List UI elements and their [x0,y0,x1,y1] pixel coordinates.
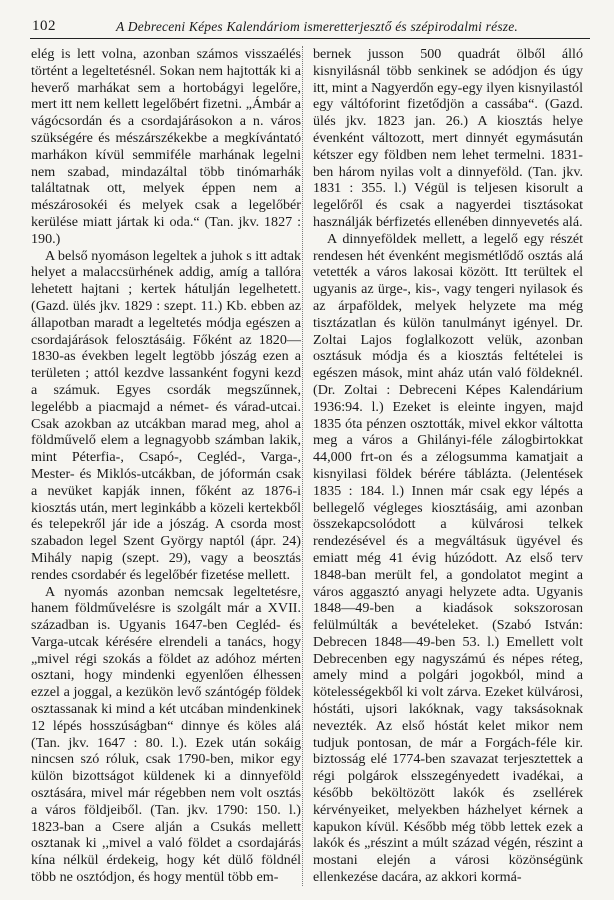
paragraph: bernek jusson 500 quadrát ölből álló kisnyilásnál több senkinek se adódjon és úgy itt, mint a Nagyerdőn egy-egy ilyen kisnyilastól egy váltóforint fizetődjön a cassába“. (Gazd. ülés jkv. 1823 jan. 26.) A kiosztás helye évenként változott, mert dinnyét egymásután kétszer egy földben nem lehet termelni. 1831-ben három nyilas volt a dinnyeföld. (Tan. jkv. 1831 : 355. l.) Végül is teljesen kisorult a legelőről és csak a nagyerdei tisztásokat használják bérfizetés ellenében dinnyevetés alá. [313,46,583,230]
running-title: A Debreceni Képes Kalendáriom ismeretterjesztő és szépirodalmi része. [116,19,518,34]
page-number: 102 [32,18,56,34]
paragraph: elég is lett volna, azonban számos visszaélés történt a legeltetésnél. Sokan nem hajtották ki a heverő marhákat sem a hortobágyi legelőre, mert itt nem kellett legelőbért fizetni. „Ámbár a vágócsordán és a csordajárásokon a n. város szükségére és mészárszékekbe a megkívántató marhákon kívül semmiféle marhának legelni nem szabad, mindazáltal több tinómarhák találtatnak ott, melyek éppen nem a mészárosokéi és melyek csak a legelőbér kerülése miatt jártak ki oda.“ (Tan. jkv. 1827 : 190.) [31,46,301,247]
column-divider [302,46,303,886]
paragraph: A belső nyomáson legeltek a juhok s itt adtak helyet a malaccsürhének addig, amíg a tallóra lehetett hajtani ; kertek hátulján legelhetett. (Gazd. ülés jkv. 1829 : szept. 11.) Kb. ebben az állapotban maradt a legeltetés módja egészen a csordajárások felosztásáig. Főként az 1820—1830-as években legelt legtöbb jószág ezen a területen ; attól kezdve lassanként fogyni kezd a számuk. Egyes csordák megszűnnek, legelébb a piacmajd a német- és várad-utcai. Csak azokban az utcákban marad meg, ahol a földművelő elem a legnagyobb számban lakik, mint Péterfia-, Csapó-, Cegléd-, Varga-, Mester- és Miklós-utcákban, de jóformán csak a nevüket kapják innen, főként az 1876-i kiosztás után, mert leginkább a közeli kertekből és telepekről jár ide a jószág. A csorda most szabadon legel Szent György naptól (ápr. 24) Mihály napig (szept. 29), vagy a beosztás rendes csordabér és legelőbér fizetése mellett. [31,247,301,583]
right-column [313,46,583,886]
left-column [31,46,301,886]
paragraph: A nyomás azonban nemcsak legeltetésre, hanem földművelésre is szolgált már a XVII. században is. Ugyanis 1647-ben Cegléd- és Varga-utcak kérésére elrendeli a tanács, hogy „mivel régi szokás a földet az adóhoz mérten osztani, hogy mindenki egyenlően élhessen ezzel a joggal, a kezükön levő szántógép földek osztassanak ki mind a két utcában mindenkinek 12 lépés hosszúságban“ dinnye és köles alá (Tan. jkv. 1647 : 80. l.). Ezek után sokáig nincsen szó róluk, csak 1790-ben, mikor egy külön bizottságot küldenek ki a dinnyeföld osztására, mivel már régebben nem volt osztás a város földjeiből. (Tan. jkv. 1790: 150. l.) 1823-ban a Csere alján a Csukás mellett osztanak ki ,,mivel a való földet a csordajárás kína nélkül érdekeig, hogy két dülő földnél több ne osztódjon, és hogy mentül több em- [31,583,301,886]
page-header [30,16,590,39]
paragraph: A dinnyeföldek mellett, a legelő egy részét rendesen hét évenként megismétlődő osztás alá vetették a város lakosai között. Itt terültek el ugyanis az ürge-, kis-, vagy tengeri nyilasok és az árpaföldek, melyek helyzete ma még tisztázatlan és külön tanulmányt igényel. Dr. Zoltai Lajos foglalkozott velük, azonban osztásuk módja és a kiosztás feltételei is egészen mások, mint aház után való földeknél. (Dr. Zoltai : Debreceni Képes Kalendárium 1936:94. l.) Ezeket is eleinte ingyen, majd 1835 óta pénzen osztották, mivel ekkor váltotta meg a város a Ghilányi-féle zálogbirtokkat 44,000 frt-on és a zélogsumma kamatjait a kisnyilasi földek bérére táblázta. (Jelentések 1835 : 184. l.) Innen már csak egy lépés a bellegelő végleges kiosztásáig, ami azonban összekapcsolódott a külvárosi telkek rendezésével és a megváltásuk ügyével és emiatt még 41 évig húzódott. Az első terv 1848-ban merült fel, a gondolatot megint a város aggasztó anyagi helyzete adta. Ugyanis 1848—49-ben a kiadások sokszorosan felülmúlták a bevételeket. (Szabó István: Debrecen 1848—49-ben 53. l.) Emellett volt Debrecenben egy nagyszámú és népes réteg, amely mind a polgári jogokból, mind a kötelességekből ki volt zárva. Ezeket külvárosi, hóstáti, ujsori lakóknak, vagy taksásoknak nevezték. Az első hóstát kelet mikor nem tudjuk pontosan, de már a Forgách-féle kir. biztosság elé 1774-ben szavazat terjesztettek a régi polgárok elsszegényedett ivadékai, a később beköltözött lakók és zsellérek kérvényeiket, melyekben házhelyet kérnek a kapukon kívül. Később még több lettek ezek a lakók és „részint a múlt század végén, részint a mostani elején a városi közönségünk ellenkezése dacára, az akkori kormá- [313,230,583,886]
